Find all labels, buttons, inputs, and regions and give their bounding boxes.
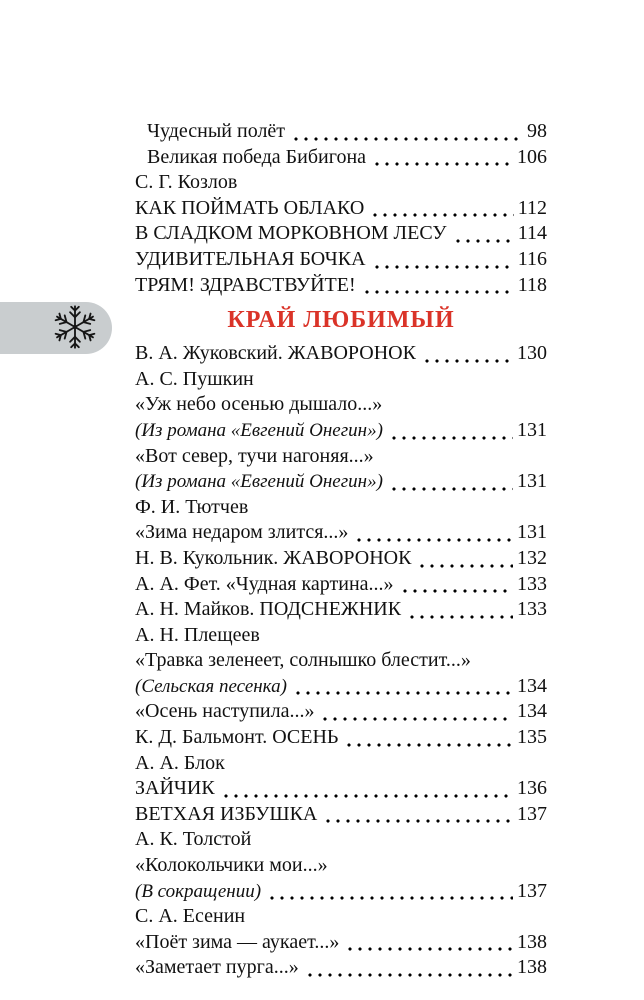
toc-entry <box>135 170 547 196</box>
toc-entry-title: (Из романа «Евгений Онегин») <box>135 471 383 493</box>
dotted-leader <box>417 564 513 568</box>
dotted-leader <box>291 137 523 141</box>
toc-list-top <box>135 119 547 298</box>
toc-entry-title: «Колокольчики мои...» <box>135 854 328 877</box>
toc-entry <box>135 392 547 418</box>
toc-entry-title: Чудесный полёт <box>147 120 286 142</box>
toc-entry <box>135 247 547 273</box>
dotted-leader <box>221 794 513 798</box>
toc-entry-title: КАК ПОЙМАТЬ ОБЛАКО <box>135 196 365 219</box>
dotted-leader <box>293 691 513 695</box>
toc-entry-title: А. Н. Плещеев <box>135 623 260 646</box>
toc-entry <box>135 776 547 802</box>
toc-page-number: 118 <box>517 273 547 296</box>
toc-entry <box>135 802 547 828</box>
toc-entry-title: А. Н. Майков. ПОДСНЕЖНИК <box>135 598 402 621</box>
dotted-leader <box>305 973 513 977</box>
toc-page-number: 134 <box>517 700 547 723</box>
toc-entry-title: Ф. И. Тютчев <box>135 495 249 518</box>
dotted-leader <box>345 947 513 951</box>
toc-list-bottom <box>135 341 547 981</box>
toc-page-number: 116 <box>517 247 547 270</box>
dotted-leader <box>354 538 513 542</box>
dotted-leader <box>370 213 513 217</box>
toc-entry <box>135 572 547 598</box>
toc-page-number: 138 <box>517 930 547 953</box>
toc-entry <box>135 827 547 853</box>
toc-entry-title: «Зима недаром злится...» <box>135 521 349 544</box>
dotted-leader <box>407 615 513 619</box>
toc-page-number: 131 <box>517 521 547 544</box>
toc-entry-title: С. А. Есенин <box>135 905 246 928</box>
toc-entry <box>135 546 547 572</box>
toc-page-number: 112 <box>517 196 547 219</box>
toc-page-number: 137 <box>517 879 547 902</box>
toc-entry <box>135 341 547 367</box>
toc-page-number: 137 <box>517 802 547 825</box>
toc-entry-title: «Заметает пурга...» <box>135 956 299 979</box>
toc-entry-title: А. А. Фет. «Чудная картина...» <box>135 572 394 595</box>
toc-entry-title: (Сельская песенка) <box>135 675 287 697</box>
dotted-leader <box>320 717 513 721</box>
snowflake-icon <box>51 303 99 351</box>
toc-entry <box>135 145 547 171</box>
toc-entry <box>135 273 547 299</box>
toc-page-number: 133 <box>517 598 547 621</box>
toc-page-number: 106 <box>517 145 547 168</box>
toc-entry-title: (В сокращении) <box>135 880 262 902</box>
toc-entry <box>135 196 547 222</box>
toc-entry-title: А. С. Пушкин <box>135 367 254 390</box>
dotted-leader <box>362 290 514 294</box>
toc-page-number: 138 <box>517 956 547 979</box>
toc-page-number: 132 <box>517 546 547 569</box>
toc-entry <box>135 930 547 956</box>
table-of-contents <box>135 119 547 981</box>
toc-entry-title: К. Д. Бальмонт. ОСЕНЬ <box>135 726 339 749</box>
toc-entry <box>135 367 547 393</box>
toc-entry-title: «Травка зеленеет, солнышко блестит...» <box>135 649 471 672</box>
toc-entry <box>135 119 547 145</box>
toc-entry <box>135 879 547 905</box>
toc-entry-title: С. Г. Козлов <box>135 171 238 194</box>
toc-entry <box>135 955 547 981</box>
toc-entry-title: «Вот север, тучи нагоняя...» <box>135 444 374 467</box>
toc-page-number: 130 <box>517 342 547 365</box>
toc-page-number: 136 <box>517 777 547 800</box>
toc-entry <box>135 853 547 879</box>
toc-entry-title: «Уж небо осенью дышало...» <box>135 393 383 416</box>
toc-entry <box>135 520 547 546</box>
toc-entry-title: УДИВИТЕЛЬНАЯ БОЧКА <box>135 247 366 270</box>
toc-entry <box>135 495 547 521</box>
toc-entry-title: ВЕТХАЯ ИЗБУШКА <box>135 802 318 825</box>
toc-entry-title: А. К. Толстой <box>135 828 252 851</box>
toc-entry <box>135 623 547 649</box>
dotted-leader <box>422 359 513 363</box>
toc-page-number: 135 <box>517 726 547 749</box>
toc-entry-title: В СЛАДКОМ МОРКОВНОМ ЛЕСУ <box>135 222 447 245</box>
toc-entry <box>135 597 547 623</box>
toc-entry <box>135 221 547 247</box>
toc-entry-title: ЗАЙЧИК <box>135 777 215 800</box>
toc-page-number: 114 <box>517 222 547 245</box>
toc-page-number: 134 <box>517 674 547 697</box>
toc-entry-title: «Поёт зима — аукает...» <box>135 930 340 953</box>
toc-entry-title: «Осень наступила...» <box>135 700 315 723</box>
toc-entry-title: В. А. Жуковский. ЖАВОРОНОК <box>135 342 416 365</box>
dotted-leader <box>323 819 513 823</box>
toc-page-number: 133 <box>517 572 547 595</box>
toc-entry-title: ТРЯМ! ЗДРАВСТВУЙТЕ! <box>135 273 356 296</box>
dotted-leader <box>372 162 513 166</box>
dotted-leader <box>389 436 513 440</box>
dotted-leader <box>372 265 514 269</box>
toc-entry <box>135 648 547 674</box>
toc-entry <box>135 418 547 444</box>
toc-entry-title: Великая победа Бибигона <box>147 145 367 168</box>
toc-entry <box>135 469 547 495</box>
toc-entry <box>135 904 547 930</box>
toc-entry <box>135 444 547 470</box>
toc-page-number: 98 <box>527 120 547 142</box>
dotted-leader <box>267 896 513 900</box>
section-header: КРАЙ ЛЮБИМЫЙ <box>227 307 455 334</box>
toc-entry-title: (Из романа «Евгений Онегин») <box>135 419 383 441</box>
dotted-leader <box>453 239 514 243</box>
toc-entry-title: Н. В. Кукольник. ЖАВОРОНОК <box>135 546 412 569</box>
dotted-leader <box>344 743 513 747</box>
toc-entry <box>135 725 547 751</box>
toc-page-number: 131 <box>517 470 547 493</box>
toc-page-number: 131 <box>517 418 547 441</box>
toc-entry-title: А. А. Блок <box>135 751 225 774</box>
dotted-leader <box>400 589 513 593</box>
toc-entry <box>135 751 547 777</box>
toc-entry <box>135 674 547 700</box>
toc-entry <box>135 699 547 725</box>
dotted-leader <box>389 487 513 491</box>
